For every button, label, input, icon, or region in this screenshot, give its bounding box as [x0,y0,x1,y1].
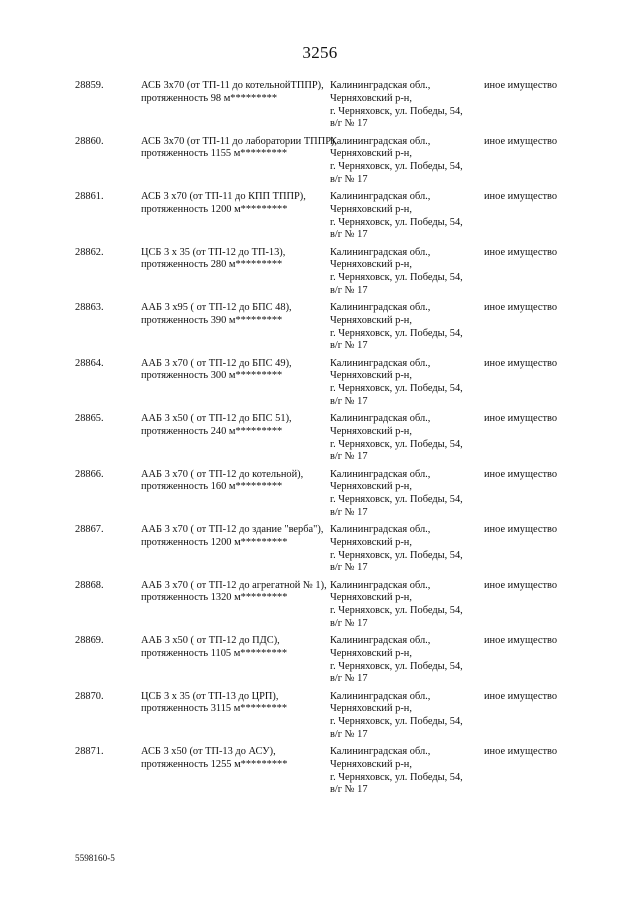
address-region: Калининградская обл., [330,357,431,369]
address-street: г. Черняховск, ул. Победы, 54, [330,216,463,228]
record-type: иное имущество [484,524,558,535]
address-district: Черняховский р-н, [330,314,412,326]
address-unit: в/г № 17 [330,562,368,574]
record-address [330,413,480,464]
address-street: г. Черняховск, ул. Победы, 54, [330,494,463,506]
record-description [141,746,331,772]
record-row [0,191,640,247]
record-number: 28870. [75,690,104,702]
record-description [141,302,331,328]
address-street: г. Черняховск, ул. Победы, 54, [330,771,463,783]
record-description [141,580,331,606]
address-district: Черняховский р-н, [330,647,412,659]
record-type: иное имущество [484,246,558,258]
record-address [330,191,480,242]
address-street: г. Черняховск, ул. Победы, 54, [330,549,463,561]
record-description [141,191,331,217]
record-type: иное имущество [484,357,558,369]
length-line: протяженность 160 м********* [141,481,283,493]
description-line: АСБ 3х70 (от ТП-11 до котельнойТППР), [141,80,324,91]
record-description [141,524,331,550]
address-region: Калининградская обл., [330,746,431,757]
length-line: протяженность 1320 м********* [141,592,288,604]
address-region: Калининградская обл., [330,246,431,258]
record-description [141,413,331,439]
description-line: АСБ 3х70 (от ТП-11 до лаборатории ТППР), [141,135,338,147]
record-type: иное имущество [484,690,558,702]
record-description [141,635,331,661]
address-region: Калининградская обл., [330,635,431,646]
address-district: Черняховский р-н, [330,592,412,604]
record-address [330,469,480,520]
record-row [0,413,640,469]
record-address [330,580,480,631]
address-region: Калининградская обл., [330,524,431,535]
address-unit: в/г № 17 [330,118,368,130]
address-district: Черняховский р-н, [330,758,412,770]
record-description [141,469,331,495]
address-region: Калининградская обл., [330,80,431,91]
record-number: 28863. [75,302,104,313]
description-line: АСБ 3 х70 (от ТП-11 до КПП ТППР), [141,191,306,202]
record-row [0,80,640,136]
address-region: Калининградская обл., [330,135,431,147]
length-line: протяженность 1155 м********* [141,148,288,160]
record-number: 28859. [75,80,104,91]
address-street: г. Черняховск, ул. Победы, 54, [330,438,463,450]
address-street: г. Черняховск, ул. Победы, 54, [330,327,463,339]
address-region: Калининградская обл., [330,191,431,202]
length-line: протяженность 3115 м********* [141,703,288,715]
description-line: ААБ 3 х70 ( от ТП-12 до агрегатной № 1), [141,579,327,591]
record-row [0,136,640,192]
record-type: иное имущество [484,191,558,202]
record-address [330,524,480,575]
record-number: 28869. [75,635,104,646]
record-address [330,247,480,298]
address-unit: в/г № 17 [330,451,368,463]
address-street: г. Черняховск, ул. Победы, 54, [330,272,463,284]
address-unit: в/г № 17 [330,229,368,241]
address-district: Черняховский р-н, [330,92,412,104]
record-description [141,247,331,273]
record-row [0,524,640,580]
description-line: ЦСБ 3 х 35 (от ТП-13 до ЦРП), [141,690,279,702]
description-line: ААБ 3 х70 ( от ТП-12 до БПС 49), [141,357,292,369]
address-unit: в/г № 17 [330,340,368,352]
length-line: протяженность 240 м********* [141,425,283,437]
address-unit: в/г № 17 [330,673,368,685]
description-line: ААБ 3 х70 ( от ТП-12 до котельной), [141,468,304,480]
record-number: 28868. [75,579,104,591]
record-type: иное имущество [484,468,558,480]
record-type: иное имущество [484,635,558,646]
record-type: иное имущество [484,135,558,147]
length-line: протяженность 280 м********* [141,259,283,271]
record-address [330,358,480,409]
address-unit: в/г № 17 [330,506,368,518]
record-number: 28861. [75,191,104,202]
record-row [0,746,640,802]
record-description [141,80,331,106]
description-line: ААБ 3 х50 ( от ТП-12 до БПС 51), [141,413,292,424]
address-district: Черняховский р-н, [330,203,412,215]
record-row [0,469,640,525]
address-district: Черняховский р-н, [330,481,412,493]
description-line: ААБ 3 х95 ( от ТП-12 до БПС 48), [141,302,292,313]
record-description [141,691,331,717]
address-district: Черняховский р-н, [330,148,412,160]
address-district: Черняховский р-н, [330,425,412,437]
record-number: 28860. [75,135,104,147]
address-street: г. Черняховск, ул. Победы, 54, [330,660,463,672]
address-street: г. Черняховск, ул. Победы, 54, [330,716,463,728]
record-number: 28862. [75,246,104,258]
address-unit: в/г № 17 [330,728,368,740]
address-district: Черняховский р-н, [330,259,412,271]
length-line: протяженность 300 м********* [141,370,283,382]
record-address [330,302,480,353]
record-type: иное имущество [484,80,558,91]
address-region: Калининградская обл., [330,302,431,313]
address-unit: в/г № 17 [330,395,368,407]
record-row [0,635,640,691]
address-region: Калининградская обл., [330,579,431,591]
length-line: протяженность 1105 м********* [141,647,288,659]
record-number: 28871. [75,746,104,757]
record-description [141,135,338,162]
record-row [0,247,640,303]
record-row [0,302,640,358]
address-unit: в/г № 17 [330,173,368,185]
record-type: иное имущество [484,746,558,757]
record-address [330,136,480,187]
address-unit: в/г № 17 [330,784,368,796]
address-district: Черняховский р-н, [330,536,412,548]
record-address [330,746,480,797]
records-list [0,80,640,802]
address-region: Калининградская обл., [330,413,431,424]
length-line: протяженность 1200 м********* [141,536,288,548]
page-number: 3256 [302,43,338,62]
length-line: протяженность 98 м********* [141,92,278,104]
record-type: иное имущество [484,413,558,424]
address-unit: в/г № 17 [330,284,368,296]
record-number: 28864. [75,357,104,369]
record-address [330,691,480,742]
record-row [0,691,640,747]
record-number: 28867. [75,524,104,535]
record-row [0,580,640,636]
length-line: протяженность 1200 м********* [141,203,288,215]
address-street: г. Черняховск, ул. Победы, 54, [330,105,463,117]
record-row [0,358,640,414]
record-address [330,80,480,131]
address-street: г. Черняховск, ул. Победы, 54, [330,383,463,395]
address-region: Калининградская обл., [330,468,431,480]
address-district: Черняховский р-н, [330,370,412,382]
address-street: г. Черняховск, ул. Победы, 54, [330,161,463,173]
address-region: Калининградская обл., [330,690,431,702]
address-street: г. Черняховск, ул. Победы, 54, [330,605,463,617]
length-line: протяженность 1255 м********* [141,758,288,770]
description-line: ААБ 3 х50 ( от ТП-12 до ПДС), [141,635,280,646]
record-type: иное имущество [484,302,558,313]
description-line: ААБ 3 х70 ( от ТП-12 до здание "верба"), [141,524,324,535]
description-line: ЦСБ 3 х 35 (от ТП-12 до ТП-13), [141,246,286,258]
record-number: 28865. [75,413,104,424]
record-number: 28866. [75,468,104,480]
document-code: 5598160-5 [75,853,115,863]
description-line: АСБ 3 х50 (от ТП-13 до АСУ), [141,746,276,757]
record-description [141,358,331,384]
record-type: иное имущество [484,579,558,591]
record-address [330,635,480,686]
length-line: протяженность 390 м********* [141,314,283,326]
address-unit: в/г № 17 [330,617,368,629]
address-district: Черняховский р-н, [330,703,412,715]
